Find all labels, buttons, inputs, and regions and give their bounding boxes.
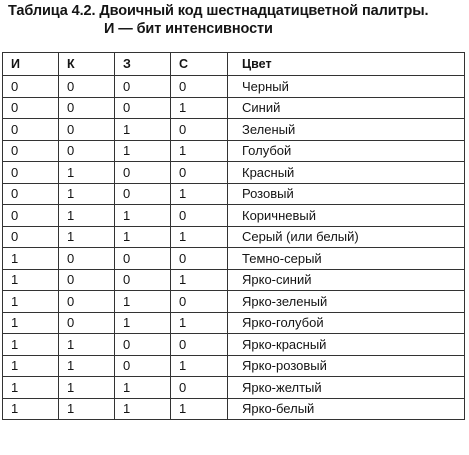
color-name-cell: Зеленый bbox=[228, 119, 465, 141]
table-row bbox=[3, 291, 465, 313]
bit-blue-cell: 0 bbox=[171, 119, 228, 141]
color-name-cell: Черный bbox=[228, 76, 465, 98]
bit-intensity-cell: 0 bbox=[3, 140, 59, 162]
bit-intensity-cell: 1 bbox=[3, 312, 59, 334]
bit-blue-cell: 0 bbox=[171, 377, 228, 399]
color-name-cell: Ярко-розовый bbox=[228, 355, 465, 377]
table-row bbox=[3, 269, 465, 291]
table-row bbox=[3, 312, 465, 334]
bit-green-cell: 0 bbox=[115, 97, 171, 119]
color-name-cell: Ярко-красный bbox=[228, 334, 465, 356]
bit-green-cell: 0 bbox=[115, 76, 171, 98]
table-row bbox=[3, 140, 465, 162]
bit-intensity-cell: 0 bbox=[3, 76, 59, 98]
table-row bbox=[3, 334, 465, 356]
bit-red-cell: 0 bbox=[59, 248, 115, 270]
bit-blue-cell: 0 bbox=[171, 334, 228, 356]
bit-intensity-cell: 0 bbox=[3, 226, 59, 248]
bit-intensity-cell: 1 bbox=[3, 291, 59, 313]
bit-red-cell: 1 bbox=[59, 226, 115, 248]
bit-red-cell: 1 bbox=[59, 377, 115, 399]
bit-green-cell: 1 bbox=[115, 291, 171, 313]
bit-blue-cell: 1 bbox=[171, 269, 228, 291]
bit-intensity-cell: 0 bbox=[3, 119, 59, 141]
color-name-cell: Темно-серый bbox=[228, 248, 465, 270]
color-name-cell: Ярко-белый bbox=[228, 398, 465, 420]
bit-red-cell: 0 bbox=[59, 97, 115, 119]
bit-red-cell: 0 bbox=[59, 140, 115, 162]
color-name-cell: Коричневый bbox=[228, 205, 465, 227]
bit-blue-cell: 1 bbox=[171, 312, 228, 334]
bit-red-cell: 1 bbox=[59, 162, 115, 184]
color-name-cell: Ярко-зеленый bbox=[228, 291, 465, 313]
bit-intensity-cell: 0 bbox=[3, 97, 59, 119]
table-row bbox=[3, 398, 465, 420]
bit-red-cell: 1 bbox=[59, 398, 115, 420]
bit-red-cell: 0 bbox=[59, 119, 115, 141]
bit-red-cell: 1 bbox=[59, 205, 115, 227]
bit-green-cell: 1 bbox=[115, 312, 171, 334]
bit-intensity-cell: 0 bbox=[3, 162, 59, 184]
table-body bbox=[3, 76, 465, 420]
bit-green-cell: 0 bbox=[115, 355, 171, 377]
bit-intensity-cell: 0 bbox=[3, 183, 59, 205]
table-row bbox=[3, 183, 465, 205]
bit-green-cell: 1 bbox=[115, 119, 171, 141]
bit-intensity-cell: 1 bbox=[3, 355, 59, 377]
table-row bbox=[3, 162, 465, 184]
bit-intensity-cell: 1 bbox=[3, 377, 59, 399]
bit-red-cell: 0 bbox=[59, 312, 115, 334]
bit-intensity-cell: 1 bbox=[3, 269, 59, 291]
color-name-cell: Ярко-голубой bbox=[228, 312, 465, 334]
bit-green-cell: 1 bbox=[115, 140, 171, 162]
header-red: К bbox=[59, 53, 115, 76]
bit-green-cell: 0 bbox=[115, 269, 171, 291]
table-row bbox=[3, 377, 465, 399]
header-intensity: И bbox=[3, 53, 59, 76]
header-color: Цвет bbox=[228, 53, 465, 76]
table-row bbox=[3, 76, 465, 98]
bit-green-cell: 0 bbox=[115, 162, 171, 184]
color-name-cell: Синий bbox=[228, 97, 465, 119]
table-row bbox=[3, 248, 465, 270]
table-row bbox=[3, 205, 465, 227]
table-header bbox=[3, 53, 465, 76]
bit-green-cell: 1 bbox=[115, 377, 171, 399]
bit-red-cell: 1 bbox=[59, 334, 115, 356]
bit-red-cell: 0 bbox=[59, 76, 115, 98]
bit-blue-cell: 1 bbox=[171, 355, 228, 377]
bit-blue-cell: 0 bbox=[171, 162, 228, 184]
bit-green-cell: 1 bbox=[115, 226, 171, 248]
table-row bbox=[3, 355, 465, 377]
table-row bbox=[3, 226, 465, 248]
bit-intensity-cell: 1 bbox=[3, 398, 59, 420]
bit-blue-cell: 0 bbox=[171, 76, 228, 98]
bit-blue-cell: 1 bbox=[171, 97, 228, 119]
bit-intensity-cell: 1 bbox=[3, 248, 59, 270]
color-name-cell: Голубой bbox=[228, 140, 465, 162]
bit-blue-cell: 0 bbox=[171, 205, 228, 227]
palette-table bbox=[2, 52, 465, 420]
bit-blue-cell: 0 bbox=[171, 248, 228, 270]
bit-red-cell: 0 bbox=[59, 269, 115, 291]
color-name-cell: Серый (или белый) bbox=[228, 226, 465, 248]
color-name-cell: Ярко-синий bbox=[228, 269, 465, 291]
bit-red-cell: 1 bbox=[59, 355, 115, 377]
bit-green-cell: 0 bbox=[115, 248, 171, 270]
caption-subtitle: И — бит интенсивности bbox=[104, 21, 273, 37]
bit-blue-cell: 1 bbox=[171, 183, 228, 205]
table-row bbox=[3, 97, 465, 119]
bit-intensity-cell: 1 bbox=[3, 334, 59, 356]
bit-green-cell: 1 bbox=[115, 205, 171, 227]
caption-title: Таблица 4.2. Двоичный код шестнадцатицветной палитры. bbox=[8, 3, 429, 19]
bit-intensity-cell: 0 bbox=[3, 205, 59, 227]
header-row bbox=[3, 53, 465, 76]
bit-blue-cell: 0 bbox=[171, 291, 228, 313]
color-name-cell: Ярко-желтый bbox=[228, 377, 465, 399]
bit-green-cell: 0 bbox=[115, 334, 171, 356]
color-name-cell: Розовый bbox=[228, 183, 465, 205]
header-green: З bbox=[115, 53, 171, 76]
bit-green-cell: 0 bbox=[115, 183, 171, 205]
table-row bbox=[3, 119, 465, 141]
header-blue: С bbox=[171, 53, 228, 76]
color-name-cell: Красный bbox=[228, 162, 465, 184]
bit-blue-cell: 1 bbox=[171, 226, 228, 248]
bit-red-cell: 0 bbox=[59, 291, 115, 313]
bit-red-cell: 1 bbox=[59, 183, 115, 205]
bit-green-cell: 1 bbox=[115, 398, 171, 420]
bit-blue-cell: 1 bbox=[171, 398, 228, 420]
bit-blue-cell: 1 bbox=[171, 140, 228, 162]
